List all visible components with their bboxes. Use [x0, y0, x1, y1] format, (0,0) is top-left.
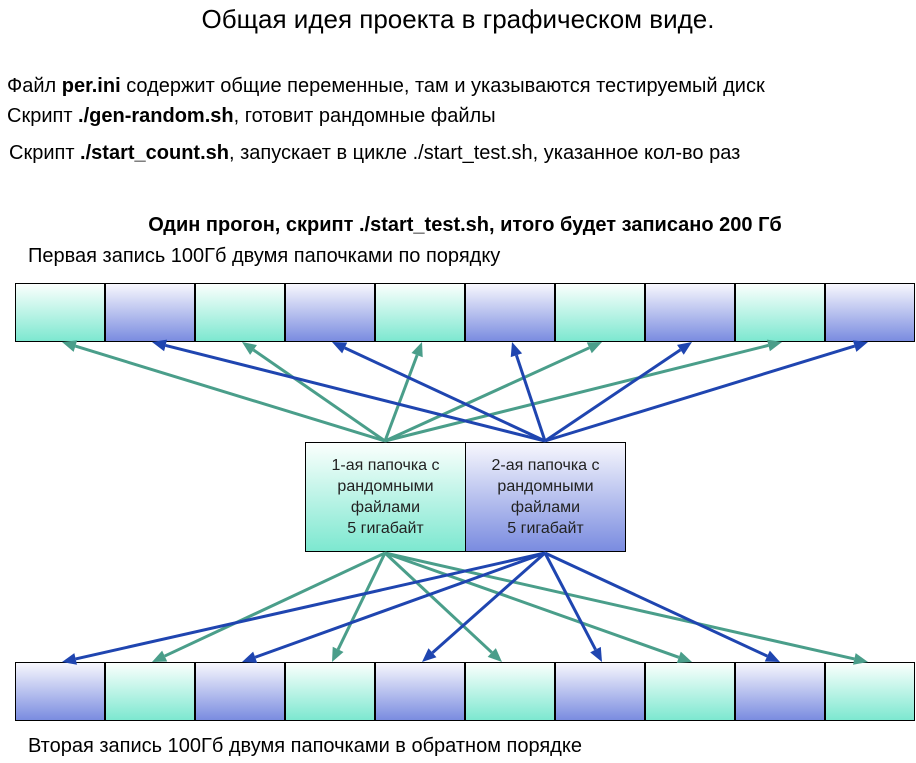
arrow-head	[242, 342, 257, 355]
folder-text: рандомными	[337, 478, 434, 495]
arrow-line	[545, 553, 767, 656]
folder-text: 1-ая папочка с	[331, 457, 440, 474]
arrow-line	[165, 553, 385, 656]
first-write-label: Первая запись 100Гб двумя папочками по порядку	[28, 245, 501, 267]
arrow-head	[62, 653, 77, 665]
arrow-head	[511, 342, 522, 357]
info-line-1: Файл per.ini содержит общие переменные, там и указываются тестируемый диск	[7, 75, 765, 97]
arrow-head	[62, 340, 77, 351]
folder-text: 2-ая папочка с	[491, 457, 600, 474]
arrow-head	[853, 653, 868, 665]
arrow-line	[385, 553, 679, 657]
arrow-line	[545, 553, 596, 650]
arrow-line	[545, 346, 855, 441]
arrow-head	[677, 652, 692, 663]
folder-text: файлами	[350, 499, 421, 516]
arrow-head	[677, 342, 692, 355]
arrow-head	[152, 340, 167, 352]
folder-text: 5 гигабайт	[507, 520, 584, 537]
info-line-2: Скрипт ./gen-random.sh, готовит рандомные файлы	[7, 105, 496, 127]
arrow-head	[853, 340, 868, 351]
second-write-label: Вторая запись 100Гб двумя папочками в обратном порядке	[28, 735, 582, 757]
folder-text: файлами	[510, 499, 581, 516]
arrow-head	[767, 340, 782, 352]
info-line-3: Скрипт ./start_count.sh, запускает в цикле ./start_test.sh, указанное кол-во раз	[9, 142, 741, 164]
folder-text: рандомными	[497, 478, 594, 495]
folder-text: 5 гигабайт	[347, 520, 424, 537]
arrow-head	[411, 342, 422, 357]
arrow-line	[338, 553, 385, 649]
run-heading: Один прогон, скрипт ./start_test.sh, итого будет записано 200 Гб	[148, 214, 782, 236]
page-title: Общая идея проекта в графическом виде.	[201, 4, 715, 34]
arrow-head	[242, 652, 257, 663]
arrow-line	[76, 553, 545, 659]
arrow-line	[385, 553, 854, 659]
